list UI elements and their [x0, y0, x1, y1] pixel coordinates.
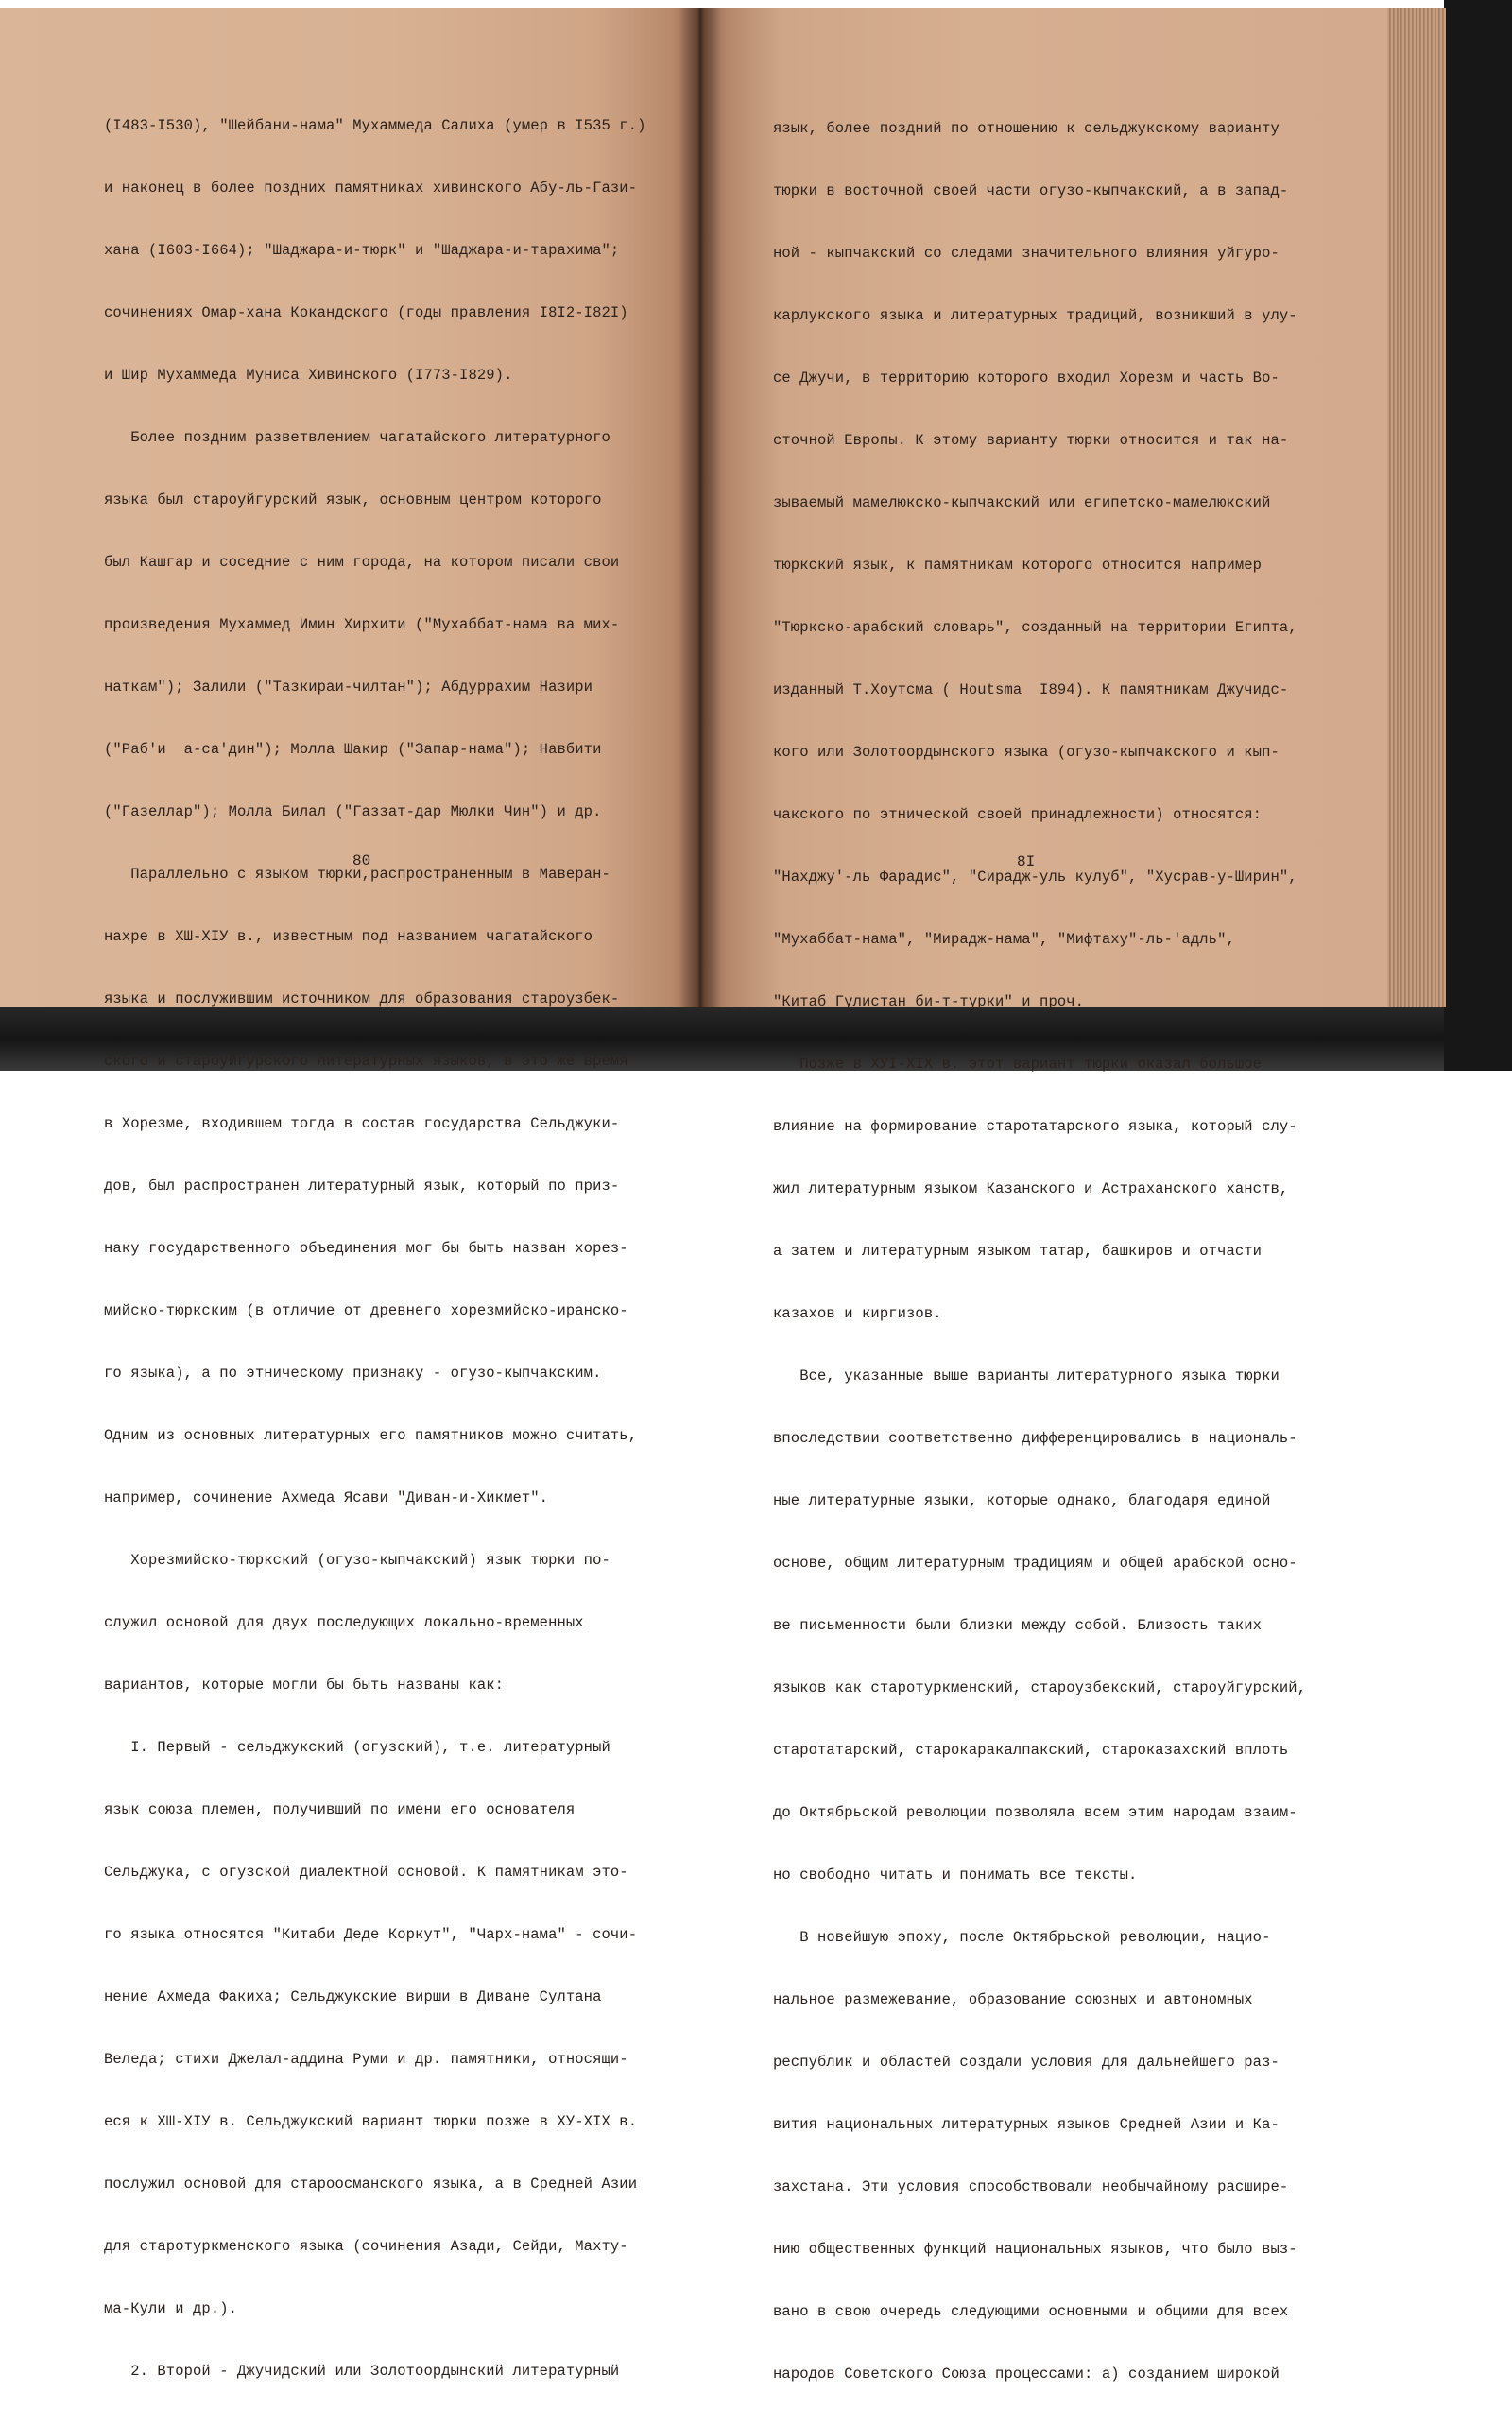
text-line: еся к ХШ-ХIУ в. Сельджукский вариант тюрки позже в ХУ-ХIХ в.: [104, 2113, 638, 2130]
text-line: вития национальных литературных языков Средней Азии и Ка-: [773, 2116, 1280, 2133]
text-line: послужил основой для староосманского языка, а в Средней Азии: [104, 2176, 638, 2193]
text-line: Позже в ХУI-ХIХ в. этот вариант тюрки оказал большое: [773, 1056, 1263, 1073]
text-line: сочинениях Омар-хана Кокандского (годы правления I8I2-I82I): [104, 304, 628, 321]
text-line: произведения Мухаммед Имин Хирхити ("Мухаббат-нама ва мих-: [104, 616, 620, 633]
text-line: захстана. Эти условия способствовали необычайному расшире-: [773, 2178, 1289, 2195]
text-line: языков как старотуркменский, староузбекский, староуйгурский,: [773, 1679, 1307, 1696]
text-line: основе, общим литературным традициям и общей арабской осно-: [773, 1555, 1297, 1572]
text-line: изданный Т.Хоутсма ( Houtsma I894). К памятникам Джучидс-: [773, 681, 1289, 698]
text-line: 2. Второй - Джучидский или Золотоордынский литературный: [104, 2363, 620, 2380]
text-line: Параллельно с языком тюрки,распространенным в Маверан-: [104, 866, 610, 883]
right-page-text: [773, 77, 1306, 2426]
text-line: а затем и литературным языком татар, башкиров и отчасти: [773, 1243, 1263, 1260]
text-line: ("Раб'и а-са'дин"); Молла Шакир ("Запар-нама"); Навбити: [104, 741, 602, 758]
text-line: ве письменности были близки между собой. Близость таких: [773, 1617, 1263, 1634]
text-line: старотатарский, старокаракалпакский, старокaзахский вплоть: [773, 1742, 1289, 1759]
text-line: В новейшую эпоху, после Октябрьской революции, нацио-: [773, 1929, 1271, 1946]
page-number-left: 80: [352, 852, 371, 869]
text-line: Одним из основных литературных его памятников можно считать,: [104, 1427, 638, 1444]
left-page-text: [104, 74, 646, 2423]
text-line: (I483-I530), "Шейбани-нама" Мухаммеда Салиха (умер в I535 г.): [104, 117, 646, 134]
text-line: нальное размежевание, образование союзных и автономных: [773, 1991, 1253, 2008]
text-line: мийско-тюркским (в отличие от древнего хорезмийско-иранско-: [104, 1302, 628, 1319]
text-line: хана (I603-I664); "Шаджара-и-тюрк" и "Шаджара-и-тарахима";: [104, 242, 620, 259]
text-line: но свободно читать и понимать все тексты.: [773, 1867, 1138, 1884]
book-gutter: [679, 8, 720, 1007]
text-line: "Нахджу'-ль Фарадис", "Сирадж-уль кулуб", "Хусрав-у-Ширин",: [773, 869, 1297, 886]
text-line: вариантов, которые могли бы быть названы как:: [104, 1677, 505, 1694]
text-line: тюркский язык, к памятникам которого относится например: [773, 557, 1263, 574]
text-line: Более поздним разветвлением чагатайского литературного: [104, 429, 610, 446]
text-line: Сельджука, с огузской диалектной основой. К памятникам это-: [104, 1864, 628, 1881]
text-line: "Мухаббат-нама", "Мирадж-нама", "Мифтаху"-ль-'адль",: [773, 931, 1235, 948]
text-line: республик и областей создали условия для дальнейшего раз-: [773, 2054, 1280, 2071]
text-line: служил основой для двух последующих локально-временных: [104, 1614, 584, 1631]
text-line: Все, указанные выше варианты литературного языка тюрки: [773, 1368, 1280, 1385]
text-line: Хорезмийско-тюркский (огузо-кыпчакский) язык тюрки по-: [104, 1552, 610, 1569]
text-line: впоследствии соответственно дифференцировались в националь-: [773, 1430, 1297, 1447]
text-line: в Хорезме, входившем тогда в состав государства Сельджуки-: [104, 1115, 620, 1132]
text-line: ной - кыпчакский со следами значительного влияния уйгуро-: [773, 245, 1280, 262]
text-line: языка был староуйгурский язык, основным центром которого: [104, 491, 602, 508]
text-line: I. Первый - сельджукский (огузский), т.е. литературный: [104, 1739, 610, 1756]
scanner-edge: [1444, 0, 1512, 1071]
text-line: язык союза племен, получивший по имени его основателя: [104, 1801, 576, 1818]
text-line: ма-Кули и др.).: [104, 2300, 238, 2317]
text-line: язык, более поздний по отношению к сельджукскому варианту: [773, 120, 1280, 137]
text-line: тюрки в восточной своей части огузо-кыпчакский, а в запад-: [773, 182, 1289, 199]
text-line: карлукского языка и литературных традиций, возникший в улу-: [773, 307, 1297, 324]
text-line: ные литературные языки, которые однако, благодаря единой: [773, 1492, 1271, 1509]
text-line: и наконец в более поздних памятниках хивинского Абу-ль-Гази-: [104, 180, 638, 197]
text-line: народов Советского Союза процессами: а) созданием широкой: [773, 2366, 1280, 2383]
text-line: сточной Европы. К этому варианту тюрки относится и так на-: [773, 432, 1289, 449]
page-number-right: 8I: [1017, 853, 1036, 870]
text-line: зываемый мамелюкско-кыпчакский или египетско-мамелюкский: [773, 494, 1271, 511]
text-line: нахре в ХШ-ХIУ в., известным под названием чагатайского: [104, 928, 593, 945]
text-line: наку государственного объединения мог бы быть назван хорез-: [104, 1240, 628, 1257]
text-line: казахов и киргизов.: [773, 1305, 942, 1322]
text-line: ("Газеллар"); Молла Билал ("Газзат-дар Мюлки Чин") и др.: [104, 803, 602, 820]
text-line: жил литературным языком Казанского и Астраханского ханств,: [773, 1180, 1289, 1197]
text-line: для старотуркменского языка (сочинения Азади, Сейди, Махту-: [104, 2238, 628, 2255]
text-line: "Тюркско-арабский словарь", созданный на территории Египта,: [773, 619, 1297, 636]
text-line: го языка), а по этническому признаку - огузо-кыпчакским.: [104, 1365, 602, 1382]
text-line: дов, был распространен литературный язык, который по приз-: [104, 1178, 620, 1195]
text-line: до Октябрьской революции позволяла всем этим народам взаим-: [773, 1804, 1297, 1821]
text-line: кого или Золотоордынского языка (огузо-кыпчакского и кып-: [773, 744, 1280, 761]
text-line: се Джучи, в территорию которого входил Хорезм и часть Во-: [773, 370, 1280, 387]
text-line: вано в свою очередь следующими основными и общими для всех: [773, 2303, 1289, 2320]
text-line: нение Ахмеда Факиха; Сельджукские вирши в Диване Султана: [104, 1988, 602, 2005]
text-line: нию общественных функций национальных языков, что было выз-: [773, 2241, 1297, 2258]
text-line: например, сочинение Ахмеда Ясави "Диван-и-Хикмет".: [104, 1489, 549, 1506]
text-line: ского и староуйгурского литературных языков, в это же время: [104, 1053, 628, 1070]
text-line: наткам"); Залили ("Тазкираи-чилтан"); Абдуррахим Назири: [104, 679, 593, 696]
text-line: был Кашгар и соседние с ним города, на котором писали свои: [104, 554, 620, 571]
text-line: влияние на формирование старотатарского языка, который слу-: [773, 1118, 1297, 1135]
text-line: Веледа; стихи Джелал-аддина Руми и др. памятники, относящи-: [104, 2051, 628, 2068]
page-edges: [1387, 8, 1446, 1007]
text-line: го языка относятся "Китаби Деде Коркут", "Чарх-нама" - сочи-: [104, 1926, 638, 1943]
text-line: чакского по этнической своей принадлежности) относятся:: [773, 806, 1263, 823]
text-line: языка и послужившим источником для образования староузбек-: [104, 990, 620, 1007]
text-line: "Китаб Гулистан би-т-турки" и проч.: [773, 993, 1085, 1010]
text-line: и Шир Мухаммеда Муниса Хивинского (I773-I829).: [104, 367, 513, 384]
